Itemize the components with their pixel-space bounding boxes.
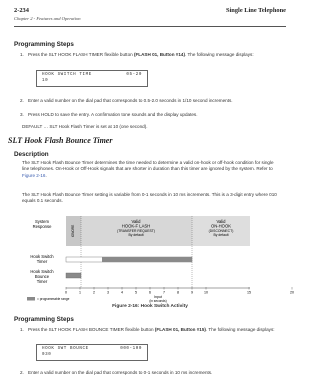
- book-title: Single Line Telephone: [225, 7, 286, 14]
- tick-label: 6: [149, 290, 151, 295]
- lcd-display-1: HOOK SWITCH TIME 05-20 10: [36, 70, 148, 87]
- page-header: [14, 7, 286, 27]
- bounce-timer-range: [66, 273, 81, 278]
- figure-link[interactable]: Figure 2-16: [22, 172, 46, 178]
- step-1-bounce: 1. Press the SLT HOOK FLASH BOUNCE TIMER flexible button (FLASH 01, Button #15). The following message displays:: [20, 327, 275, 332]
- legend-text: = programmable range: [37, 297, 70, 302]
- system-response-label-2: Response: [32, 224, 52, 229]
- page-number: 2-234: [14, 7, 29, 14]
- hook-switch-timer-label-2: Timer: [36, 259, 48, 264]
- tick-label: 0: [65, 290, 67, 295]
- valid-flash-text: Valid HOOK-F LASH (TRANSFER REQUEST) By default: [117, 219, 155, 237]
- tick-label: 5: [135, 290, 137, 295]
- tick-label: 3: [107, 290, 109, 295]
- hook-switch-timer-label-1: Hook Switch: [30, 254, 54, 259]
- bounce-timer-label-2: Bounce: [34, 274, 50, 279]
- tick-label: 9: [191, 290, 193, 295]
- step-1: 1. Press the SLT HOOK FLASH TIMER flexible button (FLASH 01, Button #14). The following message displays:: [20, 52, 254, 57]
- bounce-timer-label-3: Timer: [36, 279, 48, 284]
- hook-switch-timer-range: [102, 257, 192, 262]
- tick-label: 4: [121, 290, 123, 295]
- bounce-timer-label-1: Hook Switch: [30, 269, 54, 274]
- programming-steps-heading-1: Programming Steps: [14, 41, 74, 48]
- ignore-label: IGNORE: [71, 224, 75, 238]
- tick-label: 1: [79, 290, 81, 295]
- tick-label: 10: [204, 290, 208, 295]
- hook-switch-diagram: [24, 214, 294, 304]
- default-note: DEFAULT … SLT Hook Flash Timer is set at 10 (one second).: [22, 124, 148, 129]
- x-axis-label-1: Input: [154, 295, 162, 299]
- tick-label: 15: [247, 290, 251, 295]
- step-2-bounce: 2. Enter a valid number on the dial pad that corresponds to 0-1 seconds in 10 ms increments.: [20, 370, 213, 375]
- lcd-display-2: HOOK SWT BOUNCE 000-100 030: [36, 344, 148, 361]
- description-paragraph-1: The SLT Hook Flash Bounce Timer determines the time needed to determine a valid on-hook or off-hook condition for single line telephones. On-Hook or Off-Hook signals that are shorter in duration than this timer are ignored by the system. Refer to Figure 2-16.: [22, 160, 274, 178]
- programming-steps-heading-2: Programming Steps: [14, 316, 74, 323]
- tick-label: 8: [177, 290, 179, 295]
- hook-switch-activity-figure: [24, 214, 294, 304]
- description-paragraph-2: The SLT Hook Flash Bounce Timer setting is variable from 0-1 seconds in 10 ms increments. This is a 3-digit entry where 010 equals 0.1 seconds.: [22, 192, 277, 204]
- step-3: 3. Press HOLD to save the entry. A confirmation tone sounds and the display updates.: [20, 112, 198, 117]
- description-heading: Description: [14, 151, 49, 158]
- section-heading-bounce-timer: SLT Hook Flash Bounce Timer: [8, 136, 113, 145]
- tick-label: 7: [163, 290, 165, 295]
- tick-label: 20: [290, 290, 294, 295]
- system-response-label-1: System: [35, 219, 49, 224]
- legend-swatch: [27, 297, 35, 301]
- x-axis-label-2: (in seconds): [149, 299, 167, 303]
- step-2: 2. Enter a valid number on the dial pad that corresponds to 0.5-2.0 seconds in 1/10 second increments.: [20, 98, 233, 103]
- valid-onhook-text: Valid ON-HOOK (DISCONNECT) By default: [208, 219, 234, 237]
- chapter-title: Chapter 2 - Features and Operation: [14, 16, 81, 21]
- tick-label: 2: [93, 290, 95, 295]
- figure-caption: Figure 2-16: Hook Switch Activity: [112, 304, 188, 309]
